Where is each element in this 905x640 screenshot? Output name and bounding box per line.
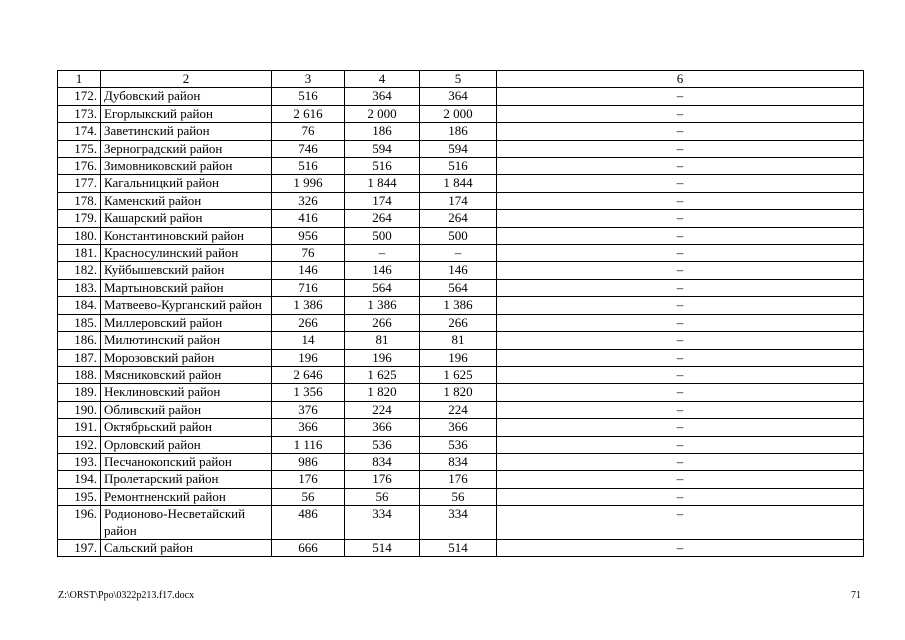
value-col6-cell: – <box>497 158 864 175</box>
value-col3-cell: 2 616 <box>272 105 345 122</box>
district-name-cell: Песчанокопский район <box>101 453 272 470</box>
value-col3-cell: 956 <box>272 227 345 244</box>
table-row <box>58 419 864 436</box>
value-col5-cell: 176 <box>420 471 497 488</box>
district-name-cell: Сальский район <box>101 539 272 556</box>
table-row <box>58 539 864 556</box>
value-col4-cell: 536 <box>345 436 420 453</box>
district-name-cell: Зимовниковский район <box>101 158 272 175</box>
value-col3-cell: 326 <box>272 192 345 209</box>
row-number-cell: 195. <box>58 488 101 505</box>
value-col4-cell: 334 <box>345 506 420 540</box>
row-number-cell: 186. <box>58 332 101 349</box>
value-col5-cell: 564 <box>420 279 497 296</box>
value-col6-cell: – <box>497 384 864 401</box>
value-col4-cell: 1 820 <box>345 384 420 401</box>
row-number-cell: 179. <box>58 210 101 227</box>
value-col5-cell: 514 <box>420 539 497 556</box>
table-row <box>58 88 864 105</box>
table-row <box>58 140 864 157</box>
value-col4-cell: 81 <box>345 332 420 349</box>
value-col3-cell: 176 <box>272 471 345 488</box>
district-name-cell: Октябрьский район <box>101 419 272 436</box>
value-col4-cell: 196 <box>345 349 420 366</box>
value-col3-cell: 986 <box>272 453 345 470</box>
value-col3-cell: 1 386 <box>272 297 345 314</box>
table-row <box>58 210 864 227</box>
table-header-row <box>58 71 864 88</box>
table-row <box>58 471 864 488</box>
table-row <box>58 175 864 192</box>
row-number-cell: 189. <box>58 384 101 401</box>
value-col4-cell: 366 <box>345 419 420 436</box>
value-col4-cell: 266 <box>345 314 420 331</box>
district-name-cell: Матвеево-Курганский район <box>101 297 272 314</box>
header-cell: 4 <box>345 71 420 88</box>
row-number-cell: 180. <box>58 227 101 244</box>
table-row <box>58 279 864 296</box>
value-col6-cell: – <box>497 488 864 505</box>
value-col3-cell: 56 <box>272 488 345 505</box>
table-row <box>58 314 864 331</box>
value-col3-cell: 76 <box>272 123 345 140</box>
value-col6-cell: – <box>497 105 864 122</box>
district-name-cell: Константиновский район <box>101 227 272 244</box>
value-col3-cell: 76 <box>272 245 345 262</box>
data-table <box>57 70 864 557</box>
value-col3-cell: 666 <box>272 539 345 556</box>
value-col3-cell: 1 116 <box>272 436 345 453</box>
table-row <box>58 436 864 453</box>
value-col5-cell: 81 <box>420 332 497 349</box>
value-col4-cell: 594 <box>345 140 420 157</box>
district-name-cell: Кагальницкий район <box>101 175 272 192</box>
table-row <box>58 506 864 540</box>
value-col5-cell: 334 <box>420 506 497 540</box>
value-col3-cell: 486 <box>272 506 345 540</box>
value-col5-cell: 364 <box>420 88 497 105</box>
table-row <box>58 123 864 140</box>
table-row <box>58 349 864 366</box>
row-number-cell: 197. <box>58 539 101 556</box>
district-name-cell: Неклиновский район <box>101 384 272 401</box>
value-col5-cell: 2 000 <box>420 105 497 122</box>
value-col5-cell: 516 <box>420 158 497 175</box>
value-col6-cell: – <box>497 262 864 279</box>
row-number-cell: 183. <box>58 279 101 296</box>
header-cell: 2 <box>101 71 272 88</box>
value-col3-cell: 516 <box>272 88 345 105</box>
value-col6-cell: – <box>497 506 864 540</box>
district-name-cell: Каменский район <box>101 192 272 209</box>
header-cell: 6 <box>497 71 864 88</box>
value-col5-cell: 500 <box>420 227 497 244</box>
value-col4-cell: 2 000 <box>345 105 420 122</box>
row-number-cell: 177. <box>58 175 101 192</box>
value-col3-cell: 366 <box>272 419 345 436</box>
value-col5-cell: – <box>420 245 497 262</box>
district-name-cell: Заветинский район <box>101 123 272 140</box>
value-col5-cell: 834 <box>420 453 497 470</box>
value-col4-cell: 834 <box>345 453 420 470</box>
header-cell: 1 <box>58 71 101 88</box>
value-col6-cell: – <box>497 279 864 296</box>
value-col3-cell: 14 <box>272 332 345 349</box>
value-col3-cell: 416 <box>272 210 345 227</box>
value-col5-cell: 146 <box>420 262 497 279</box>
table-row <box>58 192 864 209</box>
table-row <box>58 227 864 244</box>
value-col6-cell: – <box>497 471 864 488</box>
district-name-cell: Зерноградский район <box>101 140 272 157</box>
table-row <box>58 384 864 401</box>
value-col6-cell: – <box>497 453 864 470</box>
row-number-cell: 191. <box>58 419 101 436</box>
value-col6-cell: – <box>497 349 864 366</box>
row-number-cell: 196. <box>58 506 101 540</box>
value-col4-cell: – <box>345 245 420 262</box>
table-row <box>58 366 864 383</box>
table-row <box>58 297 864 314</box>
value-col5-cell: 1 844 <box>420 175 497 192</box>
value-col4-cell: 1 386 <box>345 297 420 314</box>
table-row <box>58 453 864 470</box>
row-number-cell: 175. <box>58 140 101 157</box>
value-col5-cell: 266 <box>420 314 497 331</box>
district-name-cell: Мясниковский район <box>101 366 272 383</box>
district-name-cell: Ремонтненский район <box>101 488 272 505</box>
district-name-cell: Морозовский район <box>101 349 272 366</box>
table-row <box>58 401 864 418</box>
district-name-cell: Орловский район <box>101 436 272 453</box>
value-col3-cell: 146 <box>272 262 345 279</box>
value-col6-cell: – <box>497 297 864 314</box>
row-number-cell: 176. <box>58 158 101 175</box>
district-name-cell: Обливский район <box>101 401 272 418</box>
value-col4-cell: 146 <box>345 262 420 279</box>
value-col4-cell: 514 <box>345 539 420 556</box>
value-col6-cell: – <box>497 140 864 157</box>
district-name-cell: Миллеровский район <box>101 314 272 331</box>
row-number-cell: 172. <box>58 88 101 105</box>
row-number-cell: 194. <box>58 471 101 488</box>
value-col5-cell: 594 <box>420 140 497 157</box>
row-number-cell: 185. <box>58 314 101 331</box>
value-col5-cell: 1 820 <box>420 384 497 401</box>
value-col5-cell: 1 386 <box>420 297 497 314</box>
row-number-cell: 181. <box>58 245 101 262</box>
district-name-cell: Дубовский район <box>101 88 272 105</box>
district-name-cell: Пролетарский район <box>101 471 272 488</box>
value-col6-cell: – <box>497 123 864 140</box>
table-row <box>58 158 864 175</box>
district-name-cell: Милютинский район <box>101 332 272 349</box>
row-number-cell: 193. <box>58 453 101 470</box>
value-col5-cell: 174 <box>420 192 497 209</box>
value-col5-cell: 224 <box>420 401 497 418</box>
value-col4-cell: 176 <box>345 471 420 488</box>
district-name-cell: Куйбышевский район <box>101 262 272 279</box>
value-col5-cell: 56 <box>420 488 497 505</box>
value-col6-cell: – <box>497 245 864 262</box>
district-name-cell: Родионово-Несветайский район <box>101 506 272 540</box>
row-number-cell: 190. <box>58 401 101 418</box>
value-col4-cell: 516 <box>345 158 420 175</box>
row-number-cell: 187. <box>58 349 101 366</box>
value-col5-cell: 186 <box>420 123 497 140</box>
value-col4-cell: 1 844 <box>345 175 420 192</box>
value-col3-cell: 2 646 <box>272 366 345 383</box>
value-col6-cell: – <box>497 88 864 105</box>
value-col5-cell: 366 <box>420 419 497 436</box>
value-col3-cell: 266 <box>272 314 345 331</box>
value-col4-cell: 264 <box>345 210 420 227</box>
value-col4-cell: 500 <box>345 227 420 244</box>
value-col4-cell: 564 <box>345 279 420 296</box>
value-col6-cell: – <box>497 366 864 383</box>
district-name-cell: Красносулинский район <box>101 245 272 262</box>
value-col3-cell: 746 <box>272 140 345 157</box>
district-name-cell: Егорлыкский район <box>101 105 272 122</box>
table-row <box>58 105 864 122</box>
value-col4-cell: 56 <box>345 488 420 505</box>
value-col3-cell: 196 <box>272 349 345 366</box>
value-col3-cell: 1 356 <box>272 384 345 401</box>
value-col6-cell: – <box>497 419 864 436</box>
value-col5-cell: 536 <box>420 436 497 453</box>
value-col6-cell: – <box>497 539 864 556</box>
district-name-cell: Мартыновский район <box>101 279 272 296</box>
row-number-cell: 188. <box>58 366 101 383</box>
row-number-cell: 173. <box>58 105 101 122</box>
value-col4-cell: 186 <box>345 123 420 140</box>
value-col6-cell: – <box>497 210 864 227</box>
value-col4-cell: 174 <box>345 192 420 209</box>
footer-page-number: 71 <box>851 590 861 601</box>
value-col6-cell: – <box>497 192 864 209</box>
value-col6-cell: – <box>497 332 864 349</box>
table-row <box>58 245 864 262</box>
value-col3-cell: 376 <box>272 401 345 418</box>
value-col6-cell: – <box>497 436 864 453</box>
district-name-cell: Кашарский район <box>101 210 272 227</box>
value-col3-cell: 716 <box>272 279 345 296</box>
value-col6-cell: – <box>497 175 864 192</box>
row-number-cell: 184. <box>58 297 101 314</box>
table-row <box>58 332 864 349</box>
footer-file-path: Z:\ORST\Ppo\0322p213.f17.docx <box>58 590 195 601</box>
value-col3-cell: 1 996 <box>272 175 345 192</box>
value-col5-cell: 196 <box>420 349 497 366</box>
table-row <box>58 488 864 505</box>
header-cell: 5 <box>420 71 497 88</box>
row-number-cell: 182. <box>58 262 101 279</box>
value-col6-cell: – <box>497 314 864 331</box>
table-body <box>58 71 864 557</box>
row-number-cell: 174. <box>58 123 101 140</box>
row-number-cell: 178. <box>58 192 101 209</box>
value-col6-cell: – <box>497 227 864 244</box>
value-col4-cell: 224 <box>345 401 420 418</box>
value-col3-cell: 516 <box>272 158 345 175</box>
header-cell: 3 <box>272 71 345 88</box>
value-col4-cell: 364 <box>345 88 420 105</box>
value-col4-cell: 1 625 <box>345 366 420 383</box>
table-row <box>58 262 864 279</box>
value-col6-cell: – <box>497 401 864 418</box>
value-col5-cell: 1 625 <box>420 366 497 383</box>
row-number-cell: 192. <box>58 436 101 453</box>
value-col5-cell: 264 <box>420 210 497 227</box>
